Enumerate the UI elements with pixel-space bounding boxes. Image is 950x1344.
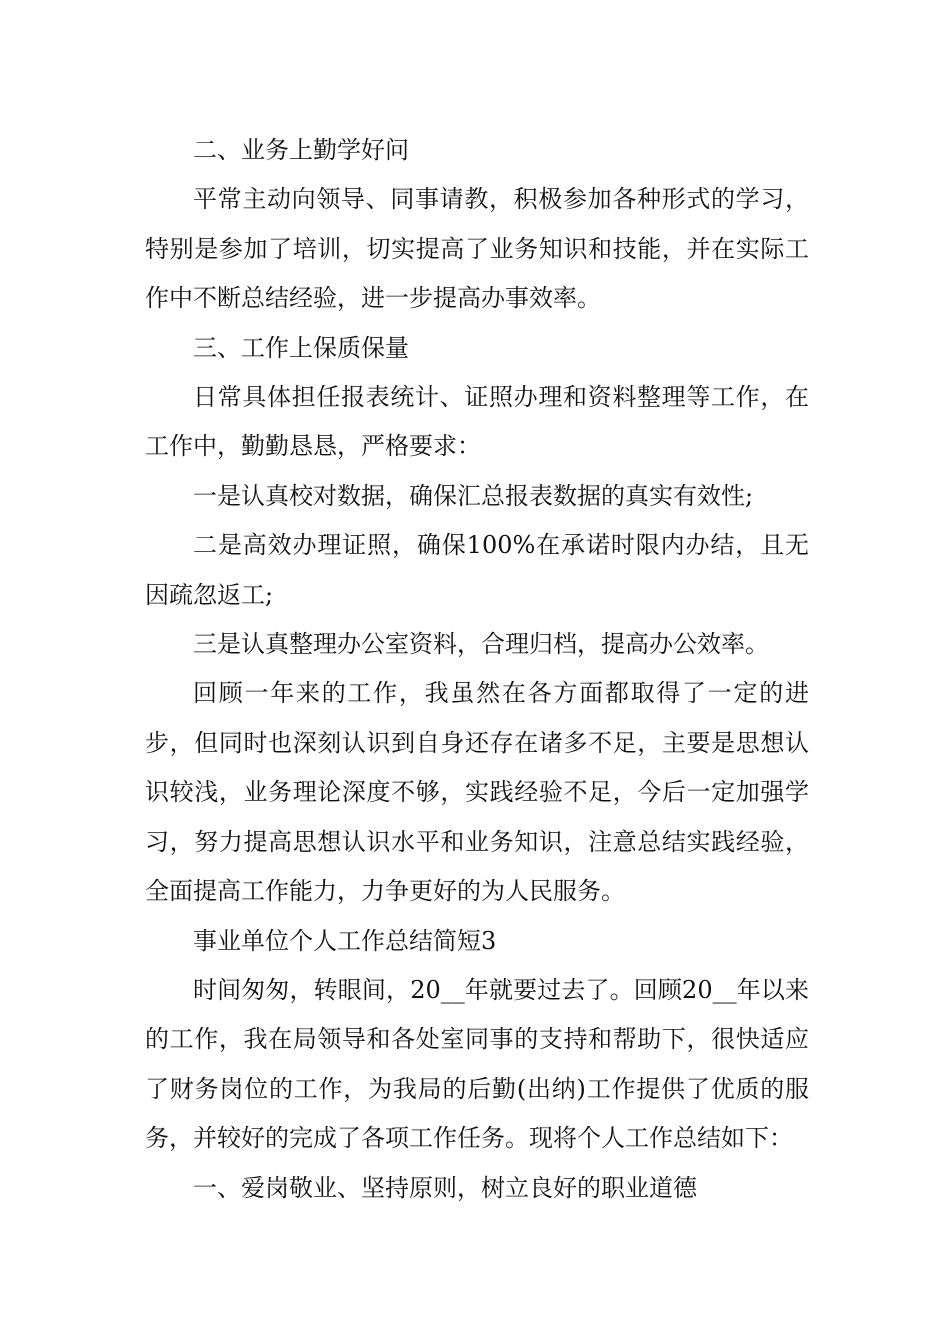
paragraph-study: 平常主动向领导、同事请教，积极参加各种形式的学习，特别是参加了培训，切实提高了业务知识和技能，并在实际工作中不断总结经验，进一步提高办事效率。 xyxy=(145,185,809,313)
paragraph-duties: 日常具体担任报表统计、证照办理和资料整理等工作，在工作中，勤勤恳恳，严格要求： xyxy=(145,383,809,461)
paragraph-review: 回顾一年来的工作，我虽然在各方面都取得了一定的进步，但同时也深刻认识到自身还存在诸多不足，主要是思想认识较浅，业务理论深度不够，实践经验不足，今后一定加强学习，努力提高思想认识水平和业务知识，注意总结实践经验，全面提高工作能力，力争更好的为人民服务。 xyxy=(145,679,809,906)
section-heading-3: 三、工作上保质保量 xyxy=(193,333,409,362)
document-body xyxy=(145,126,809,1213)
section-heading-2: 二、业务上勤学好问 xyxy=(193,136,409,164)
list-item-2: 二是高效办理证照，确保100%在承诺时限内办结，且无因疏忽返工; xyxy=(145,531,809,609)
article-title: 事业单位个人工作总结简短3 xyxy=(193,926,497,955)
paragraph-intro: 时间匆匆，转眼间，20__年就要过去了。回顾20__年以来的工作，我在局领导和各处室同事的支持和帮助下，很快适应了财务岗位的工作，为我局的后勤(出纳)工作提供了优质的服务，并较好的完成了各项工作任务。现将个人工作总结如下： xyxy=(145,975,809,1153)
list-item-1: 一是认真校对数据，确保汇总报表数据的真实有效性; xyxy=(193,481,754,510)
list-item-3: 三是认真整理办公室资料，合理归档，提高办公效率。 xyxy=(193,630,769,659)
section-heading-1: 一、爱岗敬业、坚持原则，树立良好的职业道德 xyxy=(193,1173,697,1202)
